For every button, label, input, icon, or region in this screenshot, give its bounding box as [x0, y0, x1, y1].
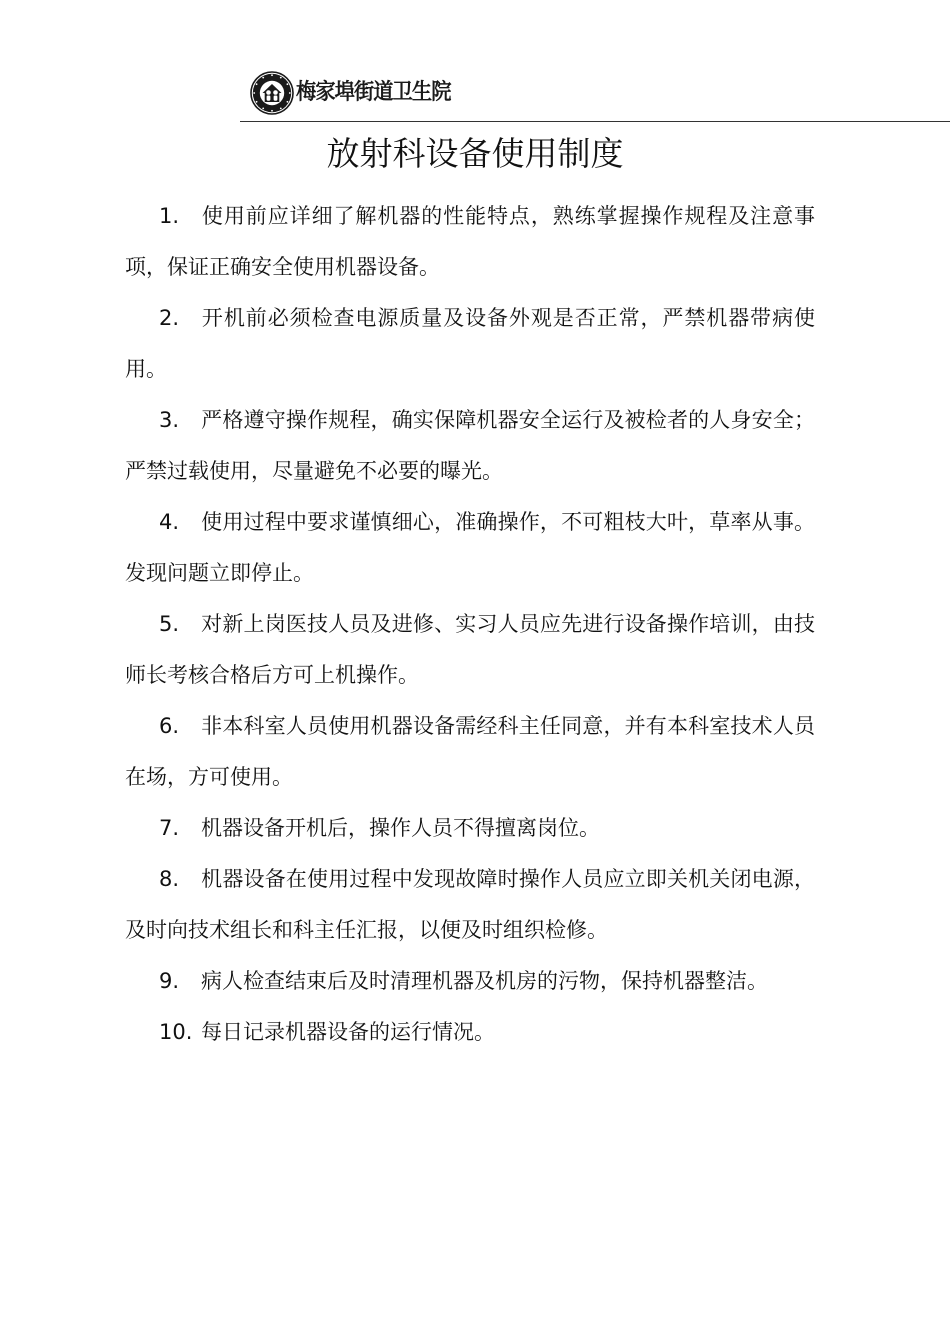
rule-number: 2. — [159, 306, 180, 330]
rule-text: 开机前必须检查电源质量及设备外观是否正常，严禁机器带病使用。 — [125, 306, 815, 381]
rule-number: 8. — [159, 867, 180, 891]
rule-text: 机器设备开机后，操作人员不得擅离岗位。 — [201, 816, 600, 840]
rule-number: 1. — [159, 204, 180, 228]
rule-text: 机器设备在使用过程中发现故障时操作人员应立即关机关闭电源，及时向技术组长和科主任汇报，以便及时组织检修。 — [125, 867, 815, 942]
rule-number: 4. — [159, 510, 180, 534]
rule-number: 5. — [159, 612, 180, 636]
rule-item — [125, 701, 815, 803]
hospital-seal-icon — [250, 71, 294, 115]
rule-text: 使用过程中要求谨慎细心，准确操作，不可粗枝大叶，草率从事。发现问题立即停止。 — [125, 510, 815, 585]
rule-text: 使用前应详细了解机器的性能特点，熟练掌握操作规程及注意事项，保证正确安全使用机器设备。 — [125, 204, 815, 279]
rule-item — [125, 191, 815, 293]
rule-text: 每日记录机器设备的运行情况。 — [201, 1020, 495, 1044]
rule-number: 3. — [159, 408, 180, 432]
rule-item — [125, 1007, 815, 1058]
rule-text: 严格遵守操作规程，确实保障机器安全运行及被检者的人身安全；严禁过载使用，尽量避免不必要的曝光。 — [125, 408, 815, 483]
rule-text: 非本科室人员使用机器设备需经科主任同意，并有本科室技术人员在场，方可使用。 — [125, 714, 815, 789]
header-divider — [240, 121, 950, 122]
rule-number: 7. — [159, 816, 180, 840]
rule-item — [125, 956, 815, 1007]
rule-number: 6. — [159, 714, 180, 738]
rule-text: 对新上岗医技人员及进修、实习人员应先进行设备操作培训，由技师长考核合格后方可上机操作。 — [125, 612, 815, 687]
hospital-logo — [250, 70, 464, 116]
rule-item — [125, 854, 815, 956]
rule-number: 10. — [159, 1020, 193, 1044]
hospital-name: 梅家埠街道卫生院 — [296, 80, 451, 105]
document-title: 放射科设备使用制度 — [326, 134, 624, 173]
rule-item — [125, 497, 815, 599]
rule-item — [125, 803, 815, 854]
rule-text: 病人检查结束后及时清理机器及机房的污物，保持机器整洁。 — [201, 969, 768, 993]
rule-item — [125, 395, 815, 497]
rule-item — [125, 599, 815, 701]
rules-list — [125, 191, 815, 1058]
rule-number: 9. — [159, 969, 180, 993]
page-header — [0, 0, 950, 125]
rule-item — [125, 293, 815, 395]
